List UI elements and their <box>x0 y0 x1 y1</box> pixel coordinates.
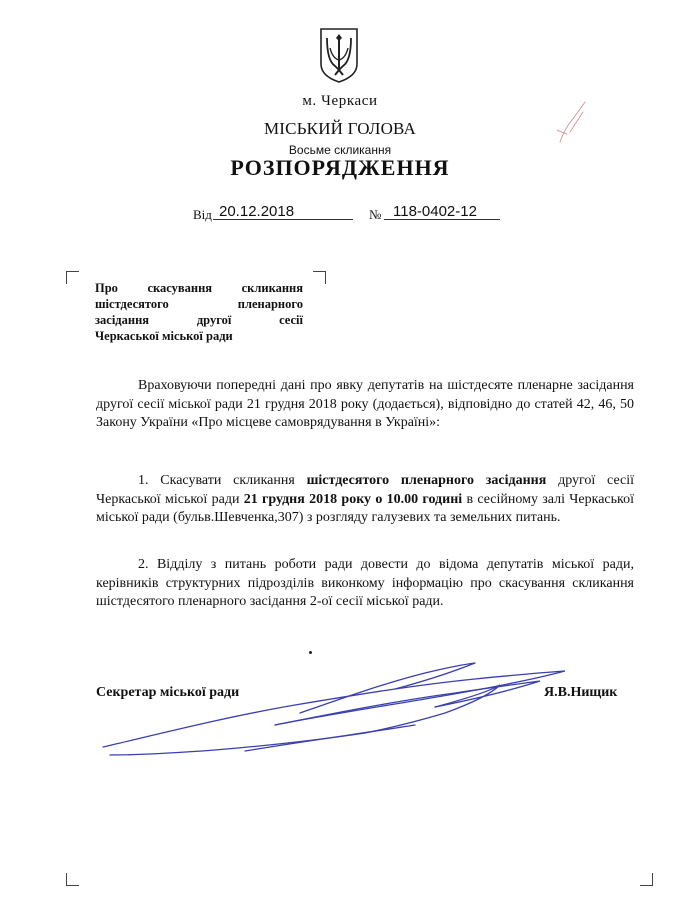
page-corner-mark <box>640 873 653 886</box>
subject-line: Про скасування скликання <box>95 281 303 295</box>
order-item-1-text: 1. Скасувати скликання <box>138 473 307 488</box>
subject-line: засідання другої сесії <box>95 313 303 327</box>
subject-corner-mark <box>66 271 79 284</box>
trident-coat-of-arms-icon <box>318 26 360 84</box>
order-item-1-text: другої сесії Черкаської міської ради <box>96 473 634 507</box>
margin-scribble <box>555 100 595 150</box>
signatory-title: Секретар міської ради <box>96 685 240 700</box>
subject-corner-mark <box>313 271 326 284</box>
document-subject <box>95 280 303 344</box>
order-item-2: 2. Відділу з питань роботи ради довести до відома депутатів міської ради, керівників структурних підрозділів виконкому інформацію про скасування скликання шістдесятого пленарного засідання 2-ої сесії міської ради. <box>96 557 634 609</box>
document-number: 118-0402-12 <box>393 203 477 220</box>
subject-line: шістдесятого пленарного <box>95 297 303 311</box>
order-item-1-text: в сесійному залі Черкаської міської ради (бульв.Шевченка,307) з розгляду галузевих та земельних питань. <box>96 491 634 525</box>
document-type-title: РОЗПОРЯДЖЕННЯ <box>230 155 450 180</box>
signatory-name: Я.В.Нищик <box>544 685 618 700</box>
order-item-1-emphasis: шістдесятого пленарного засідання <box>306 473 547 488</box>
office-title: МІСЬКИЙ ГОЛОВА <box>263 119 416 138</box>
city-name: м. Черкаси <box>302 93 378 109</box>
document-date: 20.12.2018 <box>219 203 295 220</box>
convocation-label: Восьме скликання <box>288 143 392 157</box>
preamble-paragraph: Враховуючи попередні дані про явку депутатів на шістдесяте пленарне засідання другої сесії міської ради 21 грудня 2018 року (додається), відповідно до статей 42, 46, 50 Закону України «Про місцеве самоврядування в Україні»: <box>96 378 634 430</box>
page-corner-mark <box>66 873 79 886</box>
order-item-1-datetime: 21 грудня 2018 року о 10.00 годині <box>243 491 463 507</box>
subject-line: Черкаської міської ради <box>95 329 233 343</box>
date-label: Від <box>193 207 212 222</box>
number-label: № <box>369 207 382 222</box>
date-number-row <box>193 203 513 227</box>
ink-dot <box>309 651 312 654</box>
handwritten-signature <box>95 655 625 775</box>
order-item-1 <box>96 472 634 528</box>
